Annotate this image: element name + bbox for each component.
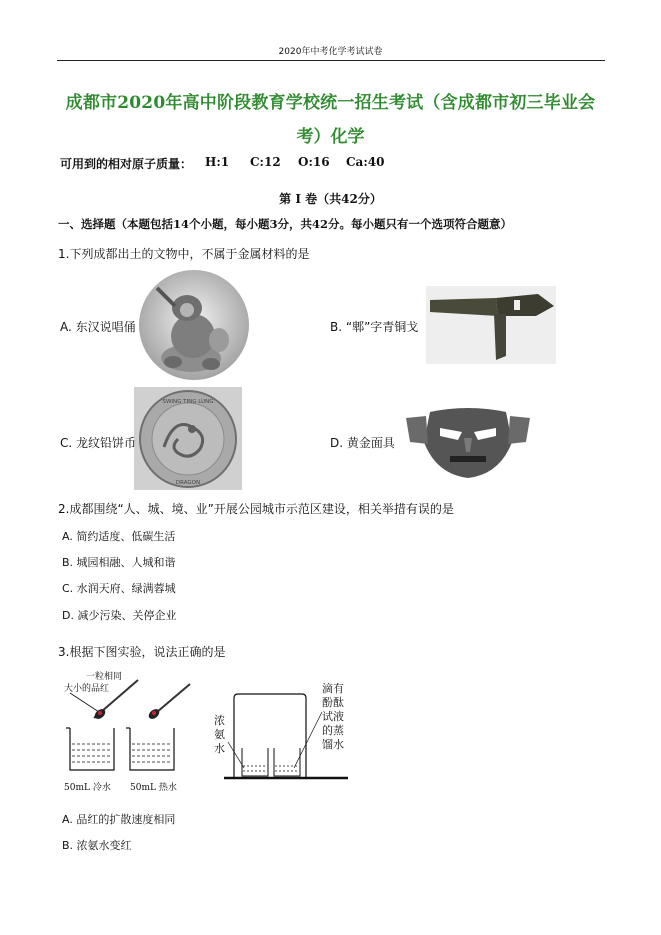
q1-option-a: A. 东汉说唱俑	[60, 320, 136, 334]
q1-option-d: D. 黄金面具	[330, 436, 395, 450]
atomic-mass-o: O:16	[298, 155, 330, 169]
page-header: 2020年中考化学考试试卷	[278, 47, 383, 57]
coin-text-top: SWING TING LUNG	[162, 399, 214, 405]
q2-option-b: B. 城园相融、人城和谐	[62, 556, 176, 569]
bronze-ge-image	[426, 286, 556, 364]
water-label-3: 试液	[322, 710, 344, 723]
coin-image	[134, 387, 242, 490]
gold-mask-image	[400, 402, 536, 480]
exam-title-line2: 考）化学	[296, 127, 365, 147]
water-label-1: 滴有	[322, 682, 344, 695]
header-divider	[57, 60, 605, 61]
fig-label-line1: 一粒相同	[86, 672, 123, 682]
ammonia-label-2: 氨	[214, 728, 225, 741]
coin-text-bottom: DRAGON	[175, 480, 201, 486]
beaker-hot-label: 50mL 热水	[130, 783, 177, 793]
volume-heading: 第 I 卷（共42分）	[279, 192, 382, 206]
ammonia-label-1: 浓	[214, 714, 225, 727]
atomic-mass-c: C:12	[250, 155, 281, 169]
fig-label-line2: 大小的品红	[64, 684, 110, 694]
ammonia-label-3: 水	[214, 742, 225, 755]
q2-option-d: D. 减少污染、关停企业	[62, 609, 177, 622]
atomic-mass-h: H:1	[205, 155, 230, 169]
q3-option-b: B. 浓氨水变红	[62, 839, 132, 852]
water-label-2: 酚酞	[322, 696, 344, 709]
diffusion-figure	[58, 666, 218, 796]
q2-option-a: A. 简约适度、低碳生活	[62, 530, 176, 543]
atomic-mass-ca: Ca:40	[346, 155, 385, 169]
exam-title-line1: 成都市2020年高中阶段教育学校统一招生考试（含成都市初三毕业会	[65, 93, 596, 113]
atomic-mass-label: 可用到的相对原子质量：	[60, 157, 193, 171]
q2-option-c: C. 水润天府、绿满蓉城	[62, 582, 176, 595]
water-label-4: 的蒸	[322, 724, 344, 737]
q3-option-a: A. 品红的扩散速度相同	[62, 813, 176, 826]
section-heading: 一、选择题（本题包括14个小题，每小题3分，共42分。每小题只有一个选项符合题意）	[58, 217, 513, 231]
q1-option-c: C. 龙纹铅饼币	[60, 436, 137, 450]
q1-stem: 1.下列成都出土的文物中，不属于金属材料的是	[58, 247, 310, 261]
q3-stem: 3.根据下图实验，说法正确的是	[58, 645, 226, 659]
q1-option-b: B. “郫”字青铜戈	[330, 320, 419, 334]
figurine-image	[139, 270, 249, 380]
beaker-cold-label: 50mL 冷水	[64, 783, 111, 793]
ammonia-figure	[210, 682, 350, 786]
q2-stem: 2.成都围绕“人、城、境、业”开展公园城市示范区建设，相关举措有误的是	[58, 502, 454, 516]
water-label-5: 馏水	[322, 738, 344, 751]
